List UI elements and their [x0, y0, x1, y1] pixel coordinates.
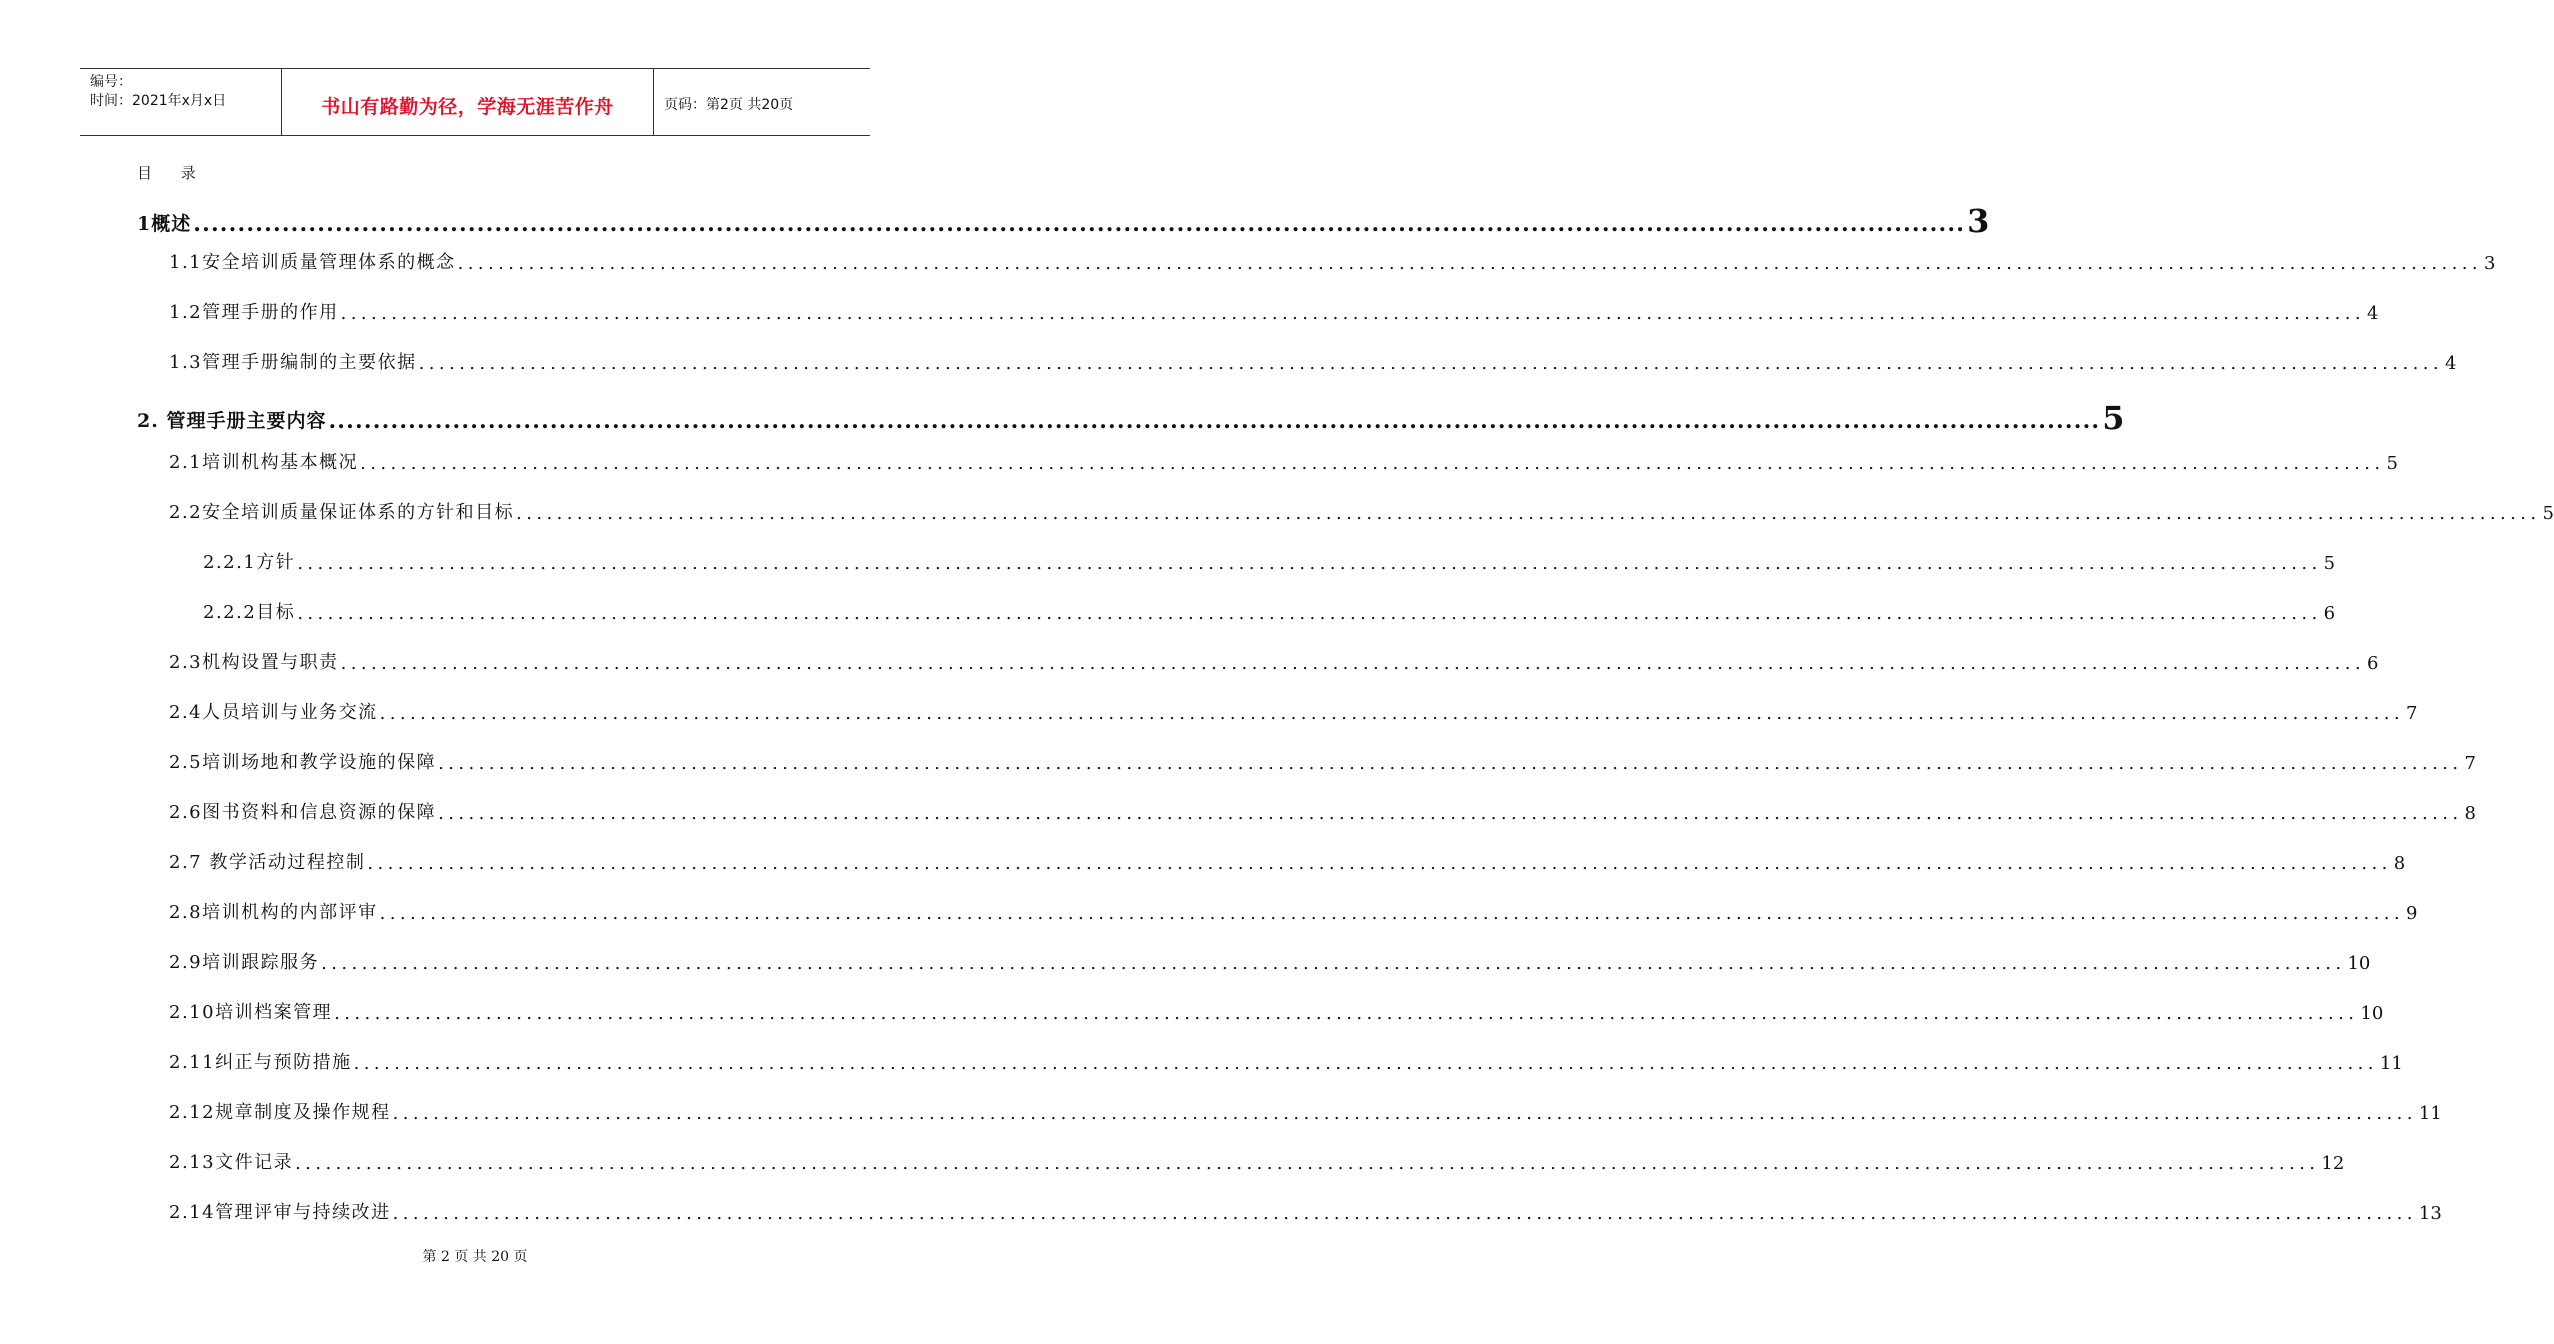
toc-entry[interactable]	[137, 393, 2125, 437]
toc-entry-page: 7	[2464, 753, 2476, 774]
toc-entry-text: 2.5培训场地和教学设施的保障	[169, 752, 437, 773]
header-motto: 书山有路勤为径，学海无涯苦作舟	[282, 69, 654, 135]
toc-entry-page: 12	[2321, 1153, 2345, 1174]
toc-entry-text: 2.3机构设置与职责	[169, 652, 339, 673]
toc-entry-text: 2.14管理评审与持续改进	[169, 1202, 391, 1223]
toc-entry-text: 2.2安全培训质量保证体系的方针和目标	[169, 502, 515, 523]
toc-entry-page: 4	[2444, 353, 2457, 374]
toc-entry[interactable]	[169, 1196, 2442, 1224]
toc-entry-page: 5	[2323, 553, 2336, 574]
toc-entry-page: 8	[2464, 803, 2476, 824]
toc-leader-dots: ........................................................................................................................................................................................................	[353, 1053, 2378, 1074]
toc-entry-text: 1.1安全培训质量管理体系的概念	[169, 252, 456, 273]
header-number-label: 编号：	[90, 74, 132, 90]
toc-entry-text: 2.4人员培训与业务交流	[169, 702, 378, 723]
toc-entry-page: 5	[2102, 399, 2125, 437]
toc-entry-text: 2.13文件记录	[169, 1152, 294, 1173]
toc-entry-page: 11	[2379, 1053, 2403, 1074]
toc-leader-dots: ........................................................................................................................................................................................................	[392, 1203, 2417, 1224]
toc-leader-dots: ........................................................................................................................................................................................................	[340, 653, 2365, 674]
toc-leader-dots: ........................................................................................................................................................................................................	[367, 853, 2392, 874]
toc-leader-dots: ........................................................................................................................................................................................................	[328, 408, 2101, 434]
toc-entry-text: 1概述	[137, 213, 192, 235]
toc-entry[interactable]	[203, 596, 2336, 624]
toc-entry-text: 2.1培训机构基本概况	[169, 452, 359, 473]
toc-leader-dots: ........................................................................................................................................................................................................	[457, 253, 2482, 274]
toc-entry-text: 2.2.2目标	[203, 602, 296, 623]
toc-entry[interactable]	[203, 546, 2336, 574]
toc-entry[interactable]	[169, 946, 2371, 974]
toc-entry-text: 2.2.1方针	[203, 552, 296, 573]
toc-leader-dots: ........................................................................................................................................................................................................	[295, 1153, 2320, 1174]
toc-entry-page: 7	[2405, 703, 2418, 724]
toc-leader-dots: ........................................................................................................................................................................................................	[340, 303, 2365, 324]
toc-entry-page: 5	[2542, 503, 2554, 524]
toc-leader-dots: ........................................................................................................................................................................................................	[516, 503, 2541, 524]
toc-entry[interactable]	[169, 646, 2379, 674]
toc-entry[interactable]	[169, 1046, 2403, 1074]
toc-entry[interactable]	[169, 1146, 2345, 1174]
toc-entry-text: 2.8培训机构的内部评审	[169, 902, 378, 923]
toc-entry[interactable]	[169, 896, 2418, 924]
toc-entry-text: 2.10培训档案管理	[169, 1002, 333, 1023]
toc-leader-dots: ........................................................................................................................................................................................................	[438, 753, 2463, 774]
toc-entry-page: 8	[2393, 853, 2406, 874]
toc-entry-text: 2. 管理手册主要内容	[137, 410, 327, 432]
header-time-label: 时间：2021年x月x日	[90, 93, 227, 109]
toc-leader-dots: ........................................................................................................................................................................................................	[297, 553, 2322, 574]
toc-entry[interactable]	[169, 696, 2418, 724]
toc-entry-page: 9	[2405, 903, 2418, 924]
toc-entry-text: 1.3管理手册编制的主要依据	[169, 352, 417, 373]
toc-leader-dots: ........................................................................................................................................................................................................	[418, 353, 2443, 374]
toc-entry-text: 2.12规章制度及操作规程	[169, 1102, 391, 1123]
toc-entry-page: 4	[2366, 303, 2379, 324]
toc-leader-dots: ........................................................................................................................................................................................................	[379, 703, 2404, 724]
toc-entry[interactable]	[137, 196, 1990, 240]
toc-entry-page: 3	[1967, 202, 1990, 240]
page-footer: 第 2 页 共 20 页	[422, 1249, 528, 1265]
toc-entry-page: 5	[2386, 453, 2398, 474]
toc-title: 目 录	[137, 164, 208, 182]
toc-entry[interactable]	[169, 1096, 2442, 1124]
toc-leader-dots: ........................................................................................................................................................................................................	[392, 1103, 2417, 1124]
toc-entry[interactable]	[169, 346, 2457, 374]
toc-entry-page: 10	[2347, 953, 2371, 974]
toc-entry-text: 2.6图书资料和信息资源的保障	[169, 802, 437, 823]
toc-entry-page: 10	[2360, 1003, 2384, 1024]
toc-entry[interactable]	[169, 846, 2406, 874]
toc-entry-page: 6	[2366, 653, 2379, 674]
toc-entry[interactable]	[169, 296, 2379, 324]
toc-entry[interactable]	[169, 446, 2398, 474]
toc-entry-text: 2.11纠正与预防措施	[169, 1052, 352, 1073]
toc-entry-text: 2.9培训跟踪服务	[169, 952, 320, 973]
header-meta-cell	[80, 69, 282, 135]
toc-entry[interactable]	[169, 996, 2384, 1024]
toc-entry-page: 3	[2483, 253, 2496, 274]
toc-entry-page: 11	[2418, 1103, 2442, 1124]
toc-leader-dots: ........................................................................................................................................................................................................	[360, 453, 2385, 474]
toc-entry[interactable]	[169, 746, 2476, 774]
toc-leader-dots: ........................................................................................................................................................................................................	[321, 953, 2346, 974]
toc-entry-page: 6	[2323, 603, 2336, 624]
document-header	[80, 68, 870, 136]
toc-leader-dots: ........................................................................................................................................................................................................	[438, 803, 2463, 824]
toc-entry[interactable]	[169, 246, 2496, 274]
toc-leader-dots: ........................................................................................................................................................................................................	[379, 903, 2404, 924]
toc-leader-dots: ........................................................................................................................................................................................................	[193, 211, 1966, 237]
toc-entry-text: 2.7 教学活动过程控制	[169, 852, 366, 873]
toc-entry-page: 13	[2418, 1203, 2442, 1224]
toc-entry-text: 1.2管理手册的作用	[169, 302, 339, 323]
header-page-info: 页码：第2页 共20页	[664, 97, 794, 113]
toc-entry[interactable]	[169, 496, 2554, 524]
toc-leader-dots: ........................................................................................................................................................................................................	[334, 1003, 2359, 1024]
toc-leader-dots: ........................................................................................................................................................................................................	[297, 603, 2322, 624]
toc-entry[interactable]	[169, 796, 2476, 824]
